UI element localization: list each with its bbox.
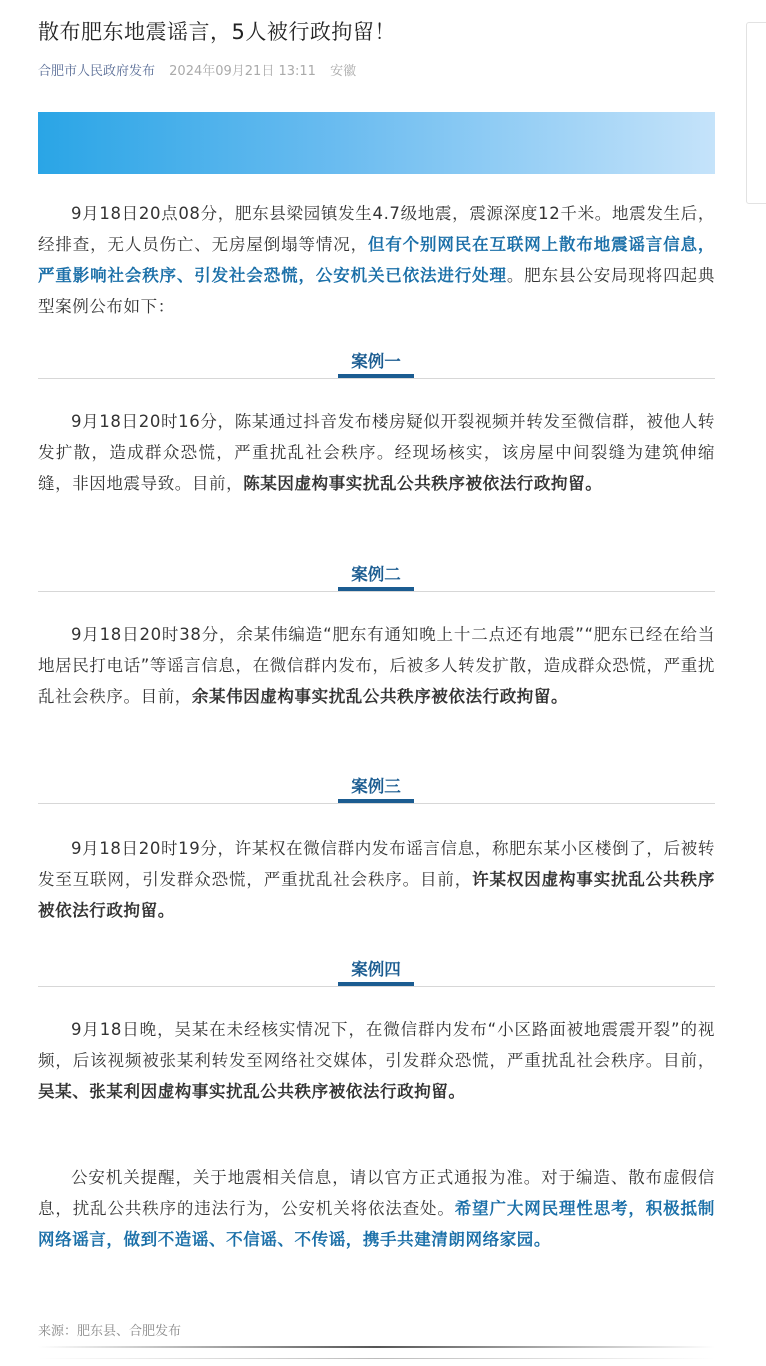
intro-paragraph [38,198,715,322]
case-text: 9月18日晚，吴某在未经核实情况下，在微信群内发布“小区路面被地震震开裂”的视频，后该视频被张某利转发至网络社交媒体，引发群众恐慌，严重扰乱社会秩序。目前， [38,1020,715,1070]
case-heading-4 [38,952,715,988]
case-paragraph-2 [38,619,715,712]
case-label: 案例三 [351,777,401,796]
case-verdict: 陈某因虚构事实扰乱公共秩序被依法行政拘留。 [243,474,603,493]
divider [38,803,715,804]
case-text: 9月18日20时19分，许某权在微信群内发布谣言信息，称肥东某小区楼倒了，后被转发至互联网，引发群众恐慌，严重扰乱社会秩序。目前， [38,839,715,889]
article-source-link[interactable]: 合肥市人民政府发布 [38,64,156,79]
divider [38,591,715,592]
article-meta [38,60,356,79]
article-title: 散布肥东地震谣言，5人被行政拘留！ [38,20,396,44]
case-paragraph-3 [38,833,715,926]
case-label: 案例四 [351,960,401,979]
intro-text: 9月18日20点08分，肥东县梁园镇发生4.7级地震，震源深度12千米。地震发生后，经排查，无人员伤亡、无房屋倒塌等情况， [38,204,715,254]
case-heading-2 [38,557,715,593]
footer-divider-thin [38,1358,715,1359]
case-paragraph-1 [38,406,715,499]
footer-divider [38,1346,715,1348]
article-location: 安徽 [330,64,357,79]
source-note: 来源：肥东县、合肥发布 [38,1324,182,1339]
divider [38,986,715,987]
case-label-underline [338,799,414,803]
divider [38,378,715,379]
case-text: 9月18日20时38分，余某伟编造“肥东有通知晚上十二点还有地震”“肥东已经在给当地居民打电话”等谣言信息，在微信群内发布，后被多人转发扩散，造成群众恐慌，严重扰乱社会秩序。目前， [38,625,715,706]
case-label-underline [338,982,414,986]
case-heading-3 [38,769,715,805]
closing-text: 公安机关提醒，关于地震相关信息，请以官方正式通报为准。对于编造、散布虚假信息，扰乱公共秩序的违法行为，公安机关将依法查处。 [38,1168,715,1218]
intro-end: 。肥东县公安局现将四起典型案例公布如下： [38,266,715,316]
case-label-underline [338,374,414,378]
intro-highlight: 但有个别网民在互联网上散布地震谣言信息，严重影响社会秩序、引发社会恐慌，公安机关已依法进行处理 [38,235,715,285]
case-verdict: 余某伟因虚构事实扰乱公共秩序被依法行政拘留。 [191,687,569,706]
article-date: 2024年09月21日 13:11 [169,64,316,79]
closing-highlight: 希望广大网民理性思考，积极抵制网络谣言，做到不造谣、不信谣、不传谣，携手共建清朗网络家园。 [38,1199,715,1249]
closing-paragraph [38,1162,715,1255]
case-text: 9月18日20时16分，陈某通过抖音发布楼房疑似开裂视频并转发至微信群，被他人转发扩散，造成群众恐慌，严重扰乱社会秩序。经现场核实，该房屋中间裂缝为建筑伸缩缝，非因地震导致。目前， [38,412,715,493]
case-label: 案例二 [351,565,401,584]
case-paragraph-4 [38,1014,715,1107]
header-banner-image [38,112,715,174]
case-verdict: 许某权因虚构事实扰乱公共秩序被依法行政拘留。 [38,870,715,920]
side-panel [746,22,766,204]
case-heading-1 [38,344,715,380]
case-verdict: 吴某、张某利因虚构事实扰乱公共秩序被依法行政拘留。 [38,1082,466,1101]
case-label: 案例一 [351,352,401,371]
case-label-underline [338,587,414,591]
